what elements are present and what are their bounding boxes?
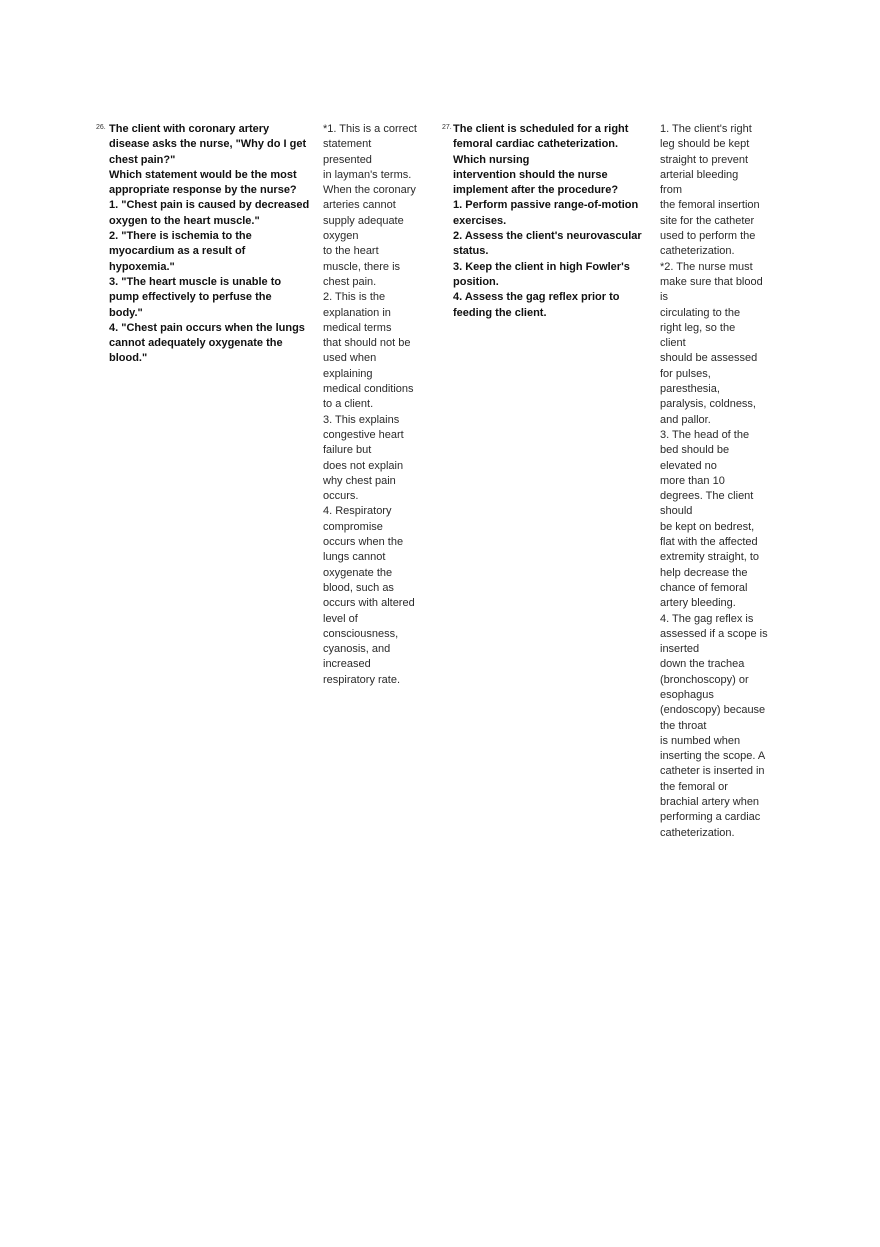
text-line: Which nursing — [453, 153, 530, 166]
text-line: compromise — [323, 520, 383, 533]
text-line: more than 10 — [660, 474, 725, 487]
text-line: increased — [323, 658, 371, 671]
text-line: client — [660, 337, 686, 350]
text-line: 2. This is the — [323, 291, 386, 304]
text-line: should — [660, 505, 693, 518]
text-line: elevated no — [660, 459, 717, 472]
text-line: leg should be kept — [660, 138, 750, 151]
text-line: used to perform the — [660, 230, 756, 243]
text-line: status. — [453, 245, 489, 258]
text-line: (endoscopy) because — [660, 704, 766, 717]
text-line: myocardium as a result of — [109, 245, 246, 258]
text-line: down the trachea — [660, 658, 745, 671]
text-line: used when — [323, 352, 377, 365]
text-line: statement — [323, 138, 372, 151]
text-line: site for the catheter — [660, 214, 755, 227]
text-line: respiratory rate. — [323, 673, 401, 686]
text-line: paralysis, coldness, — [660, 398, 756, 411]
text-line: oxygen — [323, 230, 359, 243]
text-line: intervention should the nurse — [453, 168, 608, 181]
text-line: esophagus — [660, 688, 714, 701]
text-line: and pallor. — [660, 413, 711, 426]
text-line: degrees. The client — [660, 490, 754, 503]
text-line: oxygen to the heart muscle." — [109, 214, 260, 227]
text-line: 3. Keep the client in high Fowler's — [453, 260, 630, 273]
text-line: right leg, so the — [660, 321, 736, 334]
text-line: brachial artery when — [660, 796, 760, 809]
text-line: be kept on bedrest, — [660, 520, 755, 533]
text-line: 3. The head of the — [660, 428, 750, 441]
text-line: cannot adequately oxygenate the — [109, 337, 283, 350]
text-line: The client is scheduled for a right — [453, 123, 629, 135]
text-line: why chest pain — [323, 474, 396, 487]
text-line: to the heart — [323, 245, 379, 258]
text-line: consciousness, — [323, 627, 399, 640]
text-line: 4. "Chest pain occurs when the lungs — [109, 321, 305, 334]
text-line: 4. The gag reflex is — [660, 612, 754, 625]
text-line: should be assessed — [660, 352, 758, 365]
text-line: to a client. — [323, 398, 374, 411]
question-26-number: 26. — [96, 124, 106, 131]
text-line: flat with the affected — [660, 536, 758, 549]
text-line: 4. Assess the gag reflex prior to — [453, 291, 620, 304]
text-line: paresthesia, — [660, 383, 720, 396]
text-line: appropriate response by the nurse? — [109, 184, 297, 197]
text-line: chest pain?" — [109, 153, 176, 166]
text-line: femoral cardiac catheterization. — [453, 138, 619, 151]
text-line: performing a cardiac — [660, 811, 761, 824]
text-line: inserting the scope. A — [660, 750, 766, 763]
text-line: 1. The client's right — [660, 123, 752, 135]
text-line: oxygenate the — [323, 566, 393, 579]
text-line: presented — [323, 153, 372, 166]
text-line: the femoral insertion — [660, 199, 760, 212]
text-line: blood, such as — [323, 581, 394, 594]
text-line: pump effectively to perfuse the — [109, 291, 272, 304]
text-line: inserted — [660, 643, 700, 656]
text-line: medical conditions — [323, 383, 414, 396]
text-line: make sure that blood — [660, 275, 763, 288]
text-line: help decrease the — [660, 566, 748, 579]
text-line: 2. Assess the client's neurovascular — [453, 230, 642, 243]
text-line: 2. "There is ischemia to the — [109, 230, 252, 243]
text-line: *2. The nurse must — [660, 260, 753, 273]
text-line: When the coronary — [323, 184, 416, 197]
text-line: from — [660, 184, 682, 197]
text-line: The client with coronary artery — [109, 123, 270, 135]
text-line: blood." — [109, 352, 148, 365]
text-line: medical terms — [323, 321, 392, 334]
text-line: hypoxemia." — [109, 260, 175, 273]
answer-27-rationale — [660, 122, 778, 841]
text-line: artery bleeding. — [660, 597, 736, 610]
text-line: catheterization. — [660, 245, 735, 258]
text-line: disease asks the nurse, "Why do I get — [109, 138, 307, 151]
text-line: congestive heart — [323, 428, 404, 441]
text-line: 3. This explains — [323, 413, 400, 426]
answer-26-rationale — [323, 122, 433, 688]
text-line: explanation in — [323, 306, 391, 319]
text-line: failure but — [323, 444, 372, 457]
text-line: chance of femoral — [660, 581, 748, 594]
text-line: occurs. — [323, 490, 359, 503]
text-line: arteries cannot — [323, 199, 396, 212]
text-line: feeding the client. — [453, 306, 547, 319]
text-line: 3. "The heart muscle is unable to — [109, 275, 282, 288]
text-line: for pulses, — [660, 367, 711, 380]
text-line: extremity straight, to — [660, 551, 760, 564]
text-line: does not explain — [323, 459, 404, 472]
text-line: the throat — [660, 719, 707, 732]
question-27-text — [453, 122, 648, 321]
text-line: chest pain. — [323, 275, 377, 288]
text-line: exercises. — [453, 214, 507, 227]
text-line: 1. Perform passive range-of-motion — [453, 199, 639, 212]
text-line: arterial bleeding — [660, 168, 739, 181]
text-line: straight to prevent — [660, 153, 749, 166]
text-line: cyanosis, and — [323, 643, 391, 656]
text-line: is numbed when — [660, 734, 741, 747]
text-line: occurs with altered — [323, 597, 415, 610]
text-line: in layman's terms. — [323, 168, 412, 181]
text-line: body." — [109, 306, 143, 319]
text-line: supply adequate — [323, 214, 404, 227]
question-27-number: 27. — [442, 124, 452, 131]
text-line: *1. This is a correct — [323, 123, 417, 135]
text-line: Which statement would be the most — [109, 168, 297, 181]
text-line: circulating to the — [660, 306, 741, 319]
text-line: is — [660, 291, 668, 304]
text-line: catheter is inserted in — [660, 765, 765, 778]
text-line: 1. "Chest pain is caused by decreased — [109, 199, 310, 212]
text-line: assessed if a scope is — [660, 627, 768, 640]
text-line: position. — [453, 275, 499, 288]
question-26-text — [109, 122, 314, 367]
text-line: the femoral or — [660, 780, 728, 793]
text-line: implement after the procedure? — [453, 184, 619, 197]
text-line: occurs when the — [323, 536, 404, 549]
text-line: 4. Respiratory — [323, 505, 392, 518]
text-line: muscle, there is — [323, 260, 401, 273]
text-line: explaining — [323, 367, 373, 380]
text-line: that should not be — [323, 337, 411, 350]
text-line: lungs cannot — [323, 551, 386, 564]
text-line: (bronchoscopy) or — [660, 673, 749, 686]
text-line: level of — [323, 612, 358, 625]
text-line: catheterization. — [660, 826, 735, 839]
text-line: bed should be — [660, 444, 730, 457]
